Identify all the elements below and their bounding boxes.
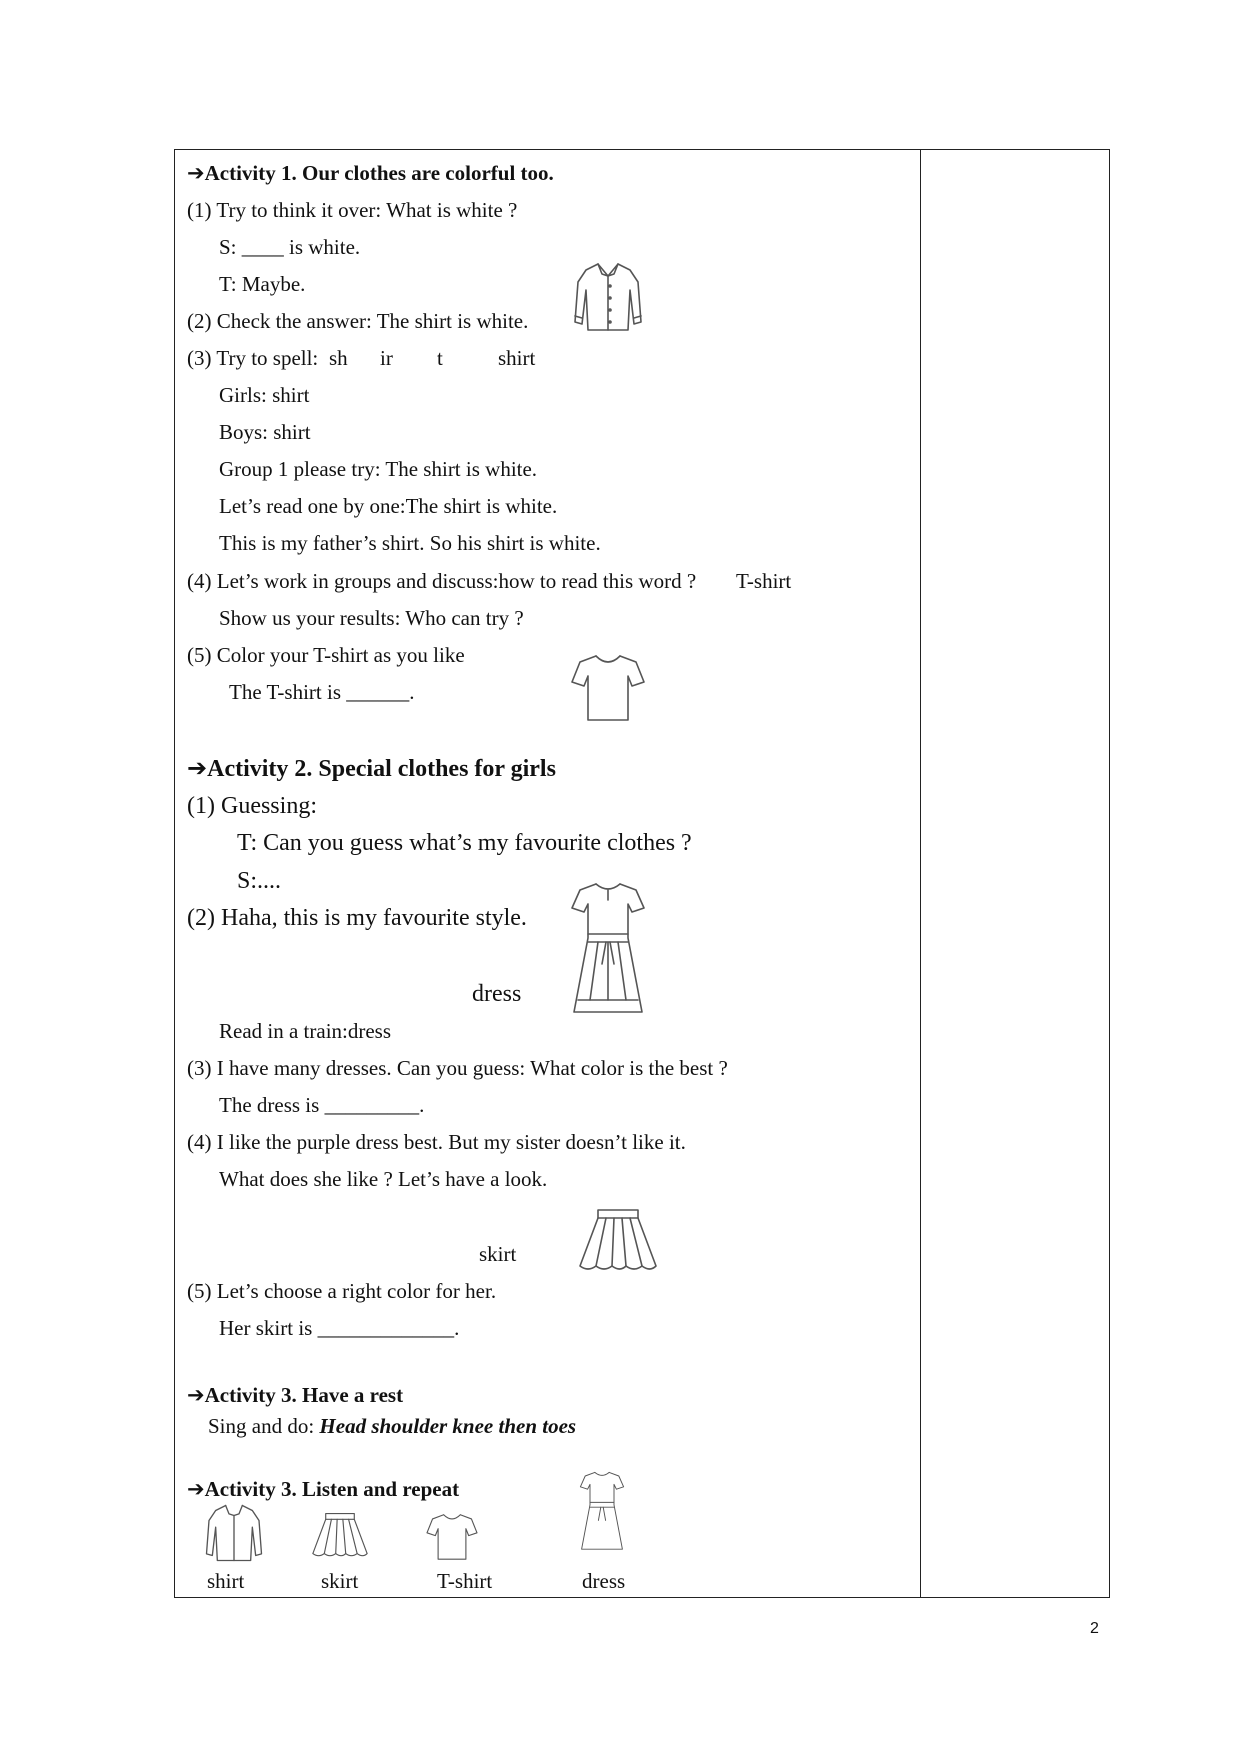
a1-father: This is my father’s shirt. So his shirt is white. <box>219 531 601 555</box>
small-tshirt-icon <box>424 1512 480 1562</box>
activity2-title: Activity 2. Special clothes for girls <box>207 756 556 782</box>
a2-skirt-blank: Her skirt is _____________. <box>219 1316 460 1340</box>
page-number: 2 <box>1090 1620 1099 1637</box>
a2-look: What does she like ? Let’s have a look. <box>219 1167 548 1191</box>
activity3a-title: Activity 3. Have a rest <box>204 1383 404 1407</box>
a2-student-line: S:.... <box>237 868 282 894</box>
a1-girls: Girls: shirt <box>219 383 310 407</box>
activity3b-heading <box>187 1479 459 1500</box>
a1-boys: Boys: shirt <box>219 420 311 444</box>
arrow-icon: ➔ <box>187 1383 205 1407</box>
a2-question-2: (2) Haha, this is my favourite style. <box>187 905 527 931</box>
skirt-icon <box>576 1206 660 1274</box>
a1-question-1: (1) Try to think it over: What is white ? <box>187 198 518 222</box>
a1-q4-word: T-shirt <box>736 569 792 593</box>
a2-question-5: (5) Let’s choose a right color for her. <box>187 1279 497 1303</box>
dress-icon <box>568 880 648 1020</box>
small-shirt-icon <box>204 1502 264 1564</box>
a2-question-3: (3) I have many dresses. Can you guess: What color is the best ? <box>187 1056 728 1080</box>
a2-dress-blank: The dress is _________. <box>219 1093 425 1117</box>
a2-skirt-label: skirt <box>479 1242 517 1266</box>
arrow-icon: ➔ <box>187 754 208 782</box>
listen-item-tshirt: T-shirt <box>437 1569 493 1593</box>
small-skirt-icon <box>310 1510 370 1560</box>
listen-item-skirt: skirt <box>321 1569 359 1593</box>
a3a-sing-line <box>208 1416 576 1437</box>
a1-tshirt-blank: The T-shirt is ______. <box>229 680 415 704</box>
a1-group: Group 1 please try: The shirt is white. <box>219 457 538 481</box>
a1-student-answer: S: ____ is white. <box>219 235 361 259</box>
tshirt-icon <box>570 652 646 724</box>
a1-show: Show us your results: Who can try ? <box>219 606 524 630</box>
activity3b-title: Activity 3. Listen and repeat <box>204 1477 460 1501</box>
spell-word: shirt <box>498 346 536 370</box>
a2-question-1: (1) Guessing: <box>187 793 317 819</box>
a3a-sing-prefix: Sing and do: <box>208 1414 315 1438</box>
spell-part-ir: ir <box>380 346 393 370</box>
column-divider <box>920 149 921 1598</box>
activity1-title: Activity 1. Our clothes are colorful too. <box>204 161 554 185</box>
a1-question-4: (4) Let’s work in groups and discuss:how to read this word ? <box>187 569 697 593</box>
activity2-heading <box>187 756 556 781</box>
listen-item-dress: dress <box>582 1569 626 1593</box>
a1-teacher-reply: T: Maybe. <box>219 272 306 296</box>
arrow-icon: ➔ <box>187 1477 205 1501</box>
spell-part-t: t <box>437 346 443 370</box>
a2-question-4: (4) I like the purple dress best. But my sister doesn’t like it. <box>187 1130 686 1154</box>
spell-part-sh: sh <box>329 346 348 370</box>
a2-teacher-line: T: Can you guess what’s my favourite clothes ? <box>237 830 692 856</box>
a1-question-5: (5) Color your T-shirt as you like <box>187 643 465 667</box>
a3a-song-title: Head shoulder knee then toes <box>319 1414 577 1438</box>
arrow-icon: ➔ <box>187 161 205 185</box>
activity3a-heading <box>187 1385 403 1406</box>
a1-question-3: (3) Try to spell: <box>187 346 319 370</box>
listen-item-shirt: shirt <box>207 1569 245 1593</box>
a1-read: Let’s read one by one:The shirt is white. <box>219 494 558 518</box>
a2-dress-label: dress <box>472 981 522 1007</box>
a2-train: Read in a train:dress <box>219 1019 392 1043</box>
shirt-icon <box>572 260 644 334</box>
small-dress-icon <box>578 1470 626 1554</box>
activity1-heading <box>187 163 554 184</box>
a1-question-2: (2) Check the answer: The shirt is white. <box>187 309 529 333</box>
